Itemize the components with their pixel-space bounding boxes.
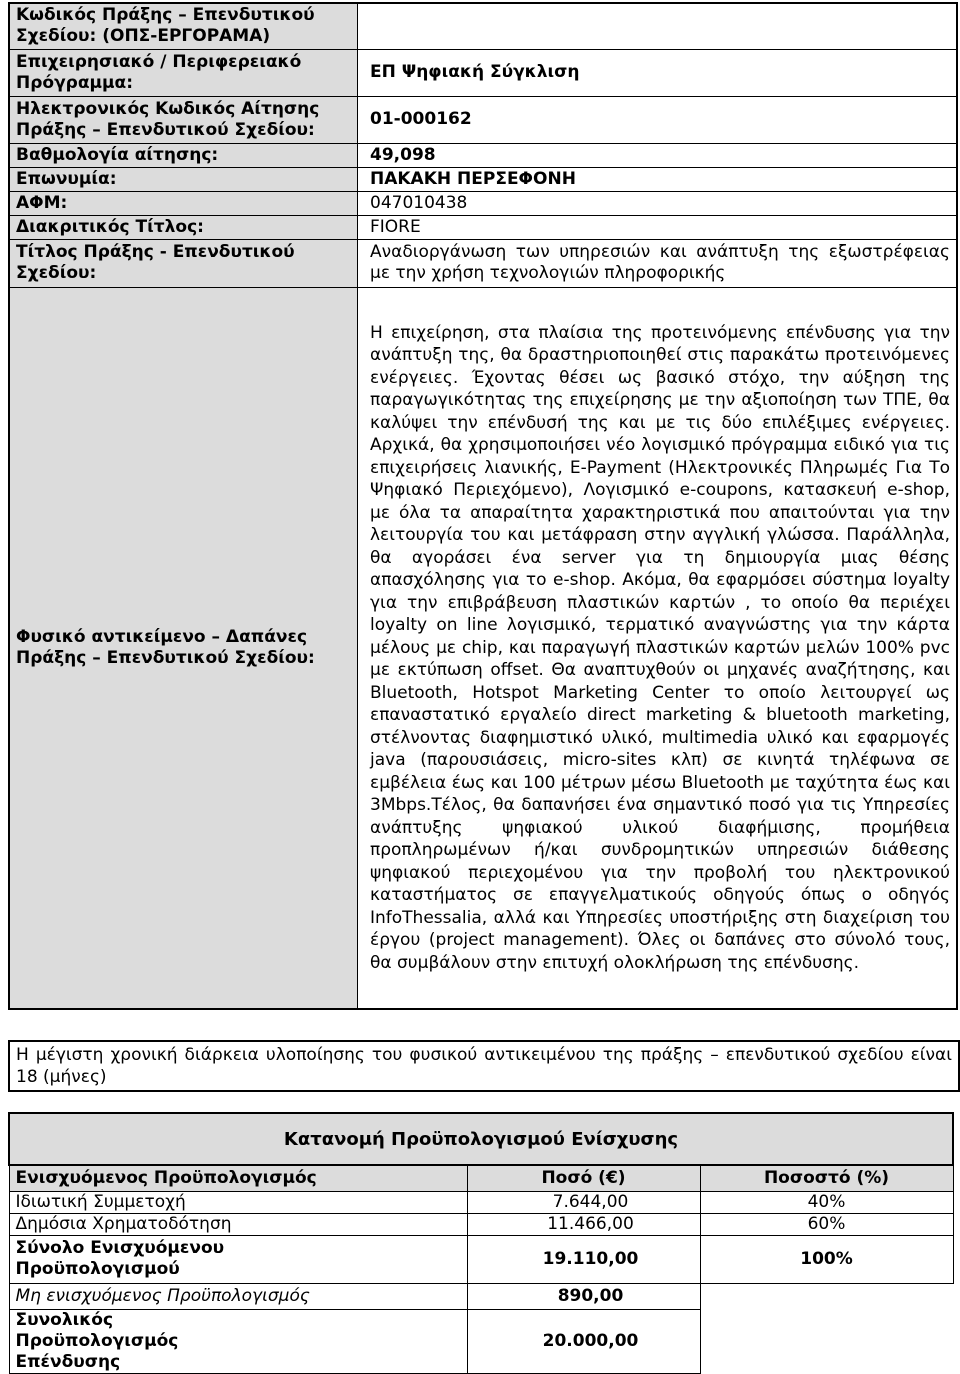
budget-row-label: Ιδιωτική Συμμετοχή [9, 1191, 467, 1213]
budget-row-amount: 7.644,00 [467, 1191, 700, 1213]
score-value: 49,098 [358, 143, 958, 167]
title-label: Τίτλος Πράξης - Επενδυτικού Σχεδίου: [9, 239, 358, 287]
non-subsidized-label: Μη ενισχυόμενος Προϋπολογισμός [9, 1283, 467, 1309]
object-value: Η επιχείρηση, στα πλαίσια της προτεινόμενης επένδυσης για την ανάπτυξη της, θα δραστηριοποιηθεί στις παρακάτω προτεινόμενες ενέργειες. Έχοντας θέσει ως βασικό στόχο, την αύξηση της παραγωγικότητας της επιχείρησης με την αξιοποίηση των ΤΠΕ, θα καλύψει την επένδυσή της και με τις δύο επιλέξιμες ενέργειες. Αρχικά, θα χρησιμοποιήσει νέο λογισμικό πρόγραμμα ειδικό για τις επιχειρήσεις λιανικής, E-Payment (Ηλεκτρονικές Πληρωμές Για Το Ψηφιακό Περιεχόμενο), Λογισμικό e-coupons, κατασκευή e-shop, με όλα τα απαραίτητα χαρακτηριστικά που απαιτούνται για την λειτουργία του και μετάφραση στην αγγλική γλώσσα. Παράλληλα, θα αγοράσει ένα server για τη δημιουργία μιας θέσης απασχόλησης για το e-shop. Ακόμα, θα εφαρμόσει σύστημα loyalty για την επιβράβευση πλαστικών καρτών , το οποίο θα περιέχει loyalty on line λογισμικό, τερματικό αναγνώστης για την κάρτα μέλους με chip, και παραγωγή πλαστικών καρτών μελών 100% pvc με εκτύπωση offset. Θα αναπτυχθούν οι μηχανές αναζήτησης, και Bluetooth, Hotspot Marketing Center το οποίο λειτουργεί ως επαναστατικό εργαλείο direct marketing & bluetooth marketing, στέλνοντας διαφημιστικό υλικό, multimedia υλικό και εφαρμογές java (παρουσιάσεις, micro-sites κλπ) σε κινητά τηλέφωνα σε εμβέλεια έως και 100 μέτρων μέσω Bluetooth με ταχύτητα έως και 3Mbps.Τέλος, θα δαπανήσει ένα σημαντικό ποσό για τις Υπηρεσίες ανάπτυξης ψηφιακού υλικού διαφήμισης, προμήθεια προπληρωμένων ή/και συνδρομητικών υπηρεσιών διάθεσης ψηφιακού περιεχομένου για την προβολή του ηλεκτρονικού καταστήματος σε επαγγελματικούς οδηγούς όπως ο οδηγός InfoThessalia, αλλά και Υπηρεσίες υποστήριξης στη διαχείριση του έργου (project management). Όλες οι δαπάνες στο σύνολό τους, θα συμβάλουν στην επιτυχή ολοκλήρωση της επένδυσης. [358, 287, 958, 1009]
project-info-table [8, 2, 958, 1010]
brand-value: FIORE [358, 215, 958, 239]
program-label: Επιχειρησιακό / Περιφερειακό Πρόγραμμα: [9, 49, 358, 96]
afm-label: ΑΦΜ: [9, 191, 358, 215]
project-code-value [358, 3, 958, 49]
budget-header-label: Ενισχυόμενος Προϋπολογισμός [9, 1165, 467, 1191]
title-value: Αναδιοργάνωση των υπηρεσιών και ανάπτυξη της εξωστρέφειας με την χρήση τεχνολογιών πληροφορικής [358, 239, 958, 287]
afm-value: 047010438 [358, 191, 958, 215]
budget-title: Κατανομή Προϋπολογισμού Ενίσχυσης [9, 1113, 953, 1165]
budget-row-percent: 60% [700, 1213, 953, 1235]
object-label: Φυσικό αντικείμενο – Δαπάνες Πράξης – Επενδυτικού Σχεδίου: [9, 287, 358, 1009]
budget-row-percent: 40% [700, 1191, 953, 1213]
brand-label: Διακριτικός Τίτλος: [9, 215, 358, 239]
score-label: Βαθμολογία αίτησης: [9, 143, 358, 167]
budget-header-percent: Ποσοστό (%) [700, 1165, 953, 1191]
budget-total-label: Σύνολο Ενισχυόμενου Προϋπολογισμού [9, 1235, 467, 1283]
application-code-label: Ηλεκτρονικός Κωδικός Αίτησης Πράξης – Επενδυτικού Σχεδίου: [9, 96, 358, 143]
grand-total-amount: 20.000,00 [467, 1309, 700, 1373]
table-row [9, 1191, 953, 1213]
table-row [9, 1213, 953, 1235]
application-code-value: 01-000162 [358, 96, 958, 143]
budget-row-label: Δημόσια Χρηματοδότηση [9, 1213, 467, 1235]
grand-total-label: Συνολικός Προϋπολογισμός Επένδυσης [9, 1309, 467, 1373]
program-value: ΕΠ Ψηφιακή Σύγκλιση [358, 49, 958, 96]
project-code-label: Κωδικός Πράξης – Επενδυτικού Σχεδίου: (ΟΠΣ-ΕΡΓΟΡΑΜΑ) [9, 3, 358, 49]
budget-row-amount: 11.466,00 [467, 1213, 700, 1235]
duration-note: Η μέγιστη χρονική διάρκεια υλοποίησης του φυσικού αντικειμένου της πράξης – επενδυτικού σχεδίου είναι 18 (μήνες) [8, 1040, 960, 1092]
name-value: ΠΑΚΑΚΗ ΠΕΡΣΕΦΟΝΗ [358, 167, 958, 191]
non-subsidized-amount: 890,00 [467, 1283, 700, 1309]
budget-header-amount: Ποσό (€) [467, 1165, 700, 1191]
budget-table [8, 1112, 954, 1374]
name-label: Επωνυμία: [9, 167, 358, 191]
budget-total-percent: 100% [700, 1235, 953, 1283]
budget-total-amount: 19.110,00 [467, 1235, 700, 1283]
